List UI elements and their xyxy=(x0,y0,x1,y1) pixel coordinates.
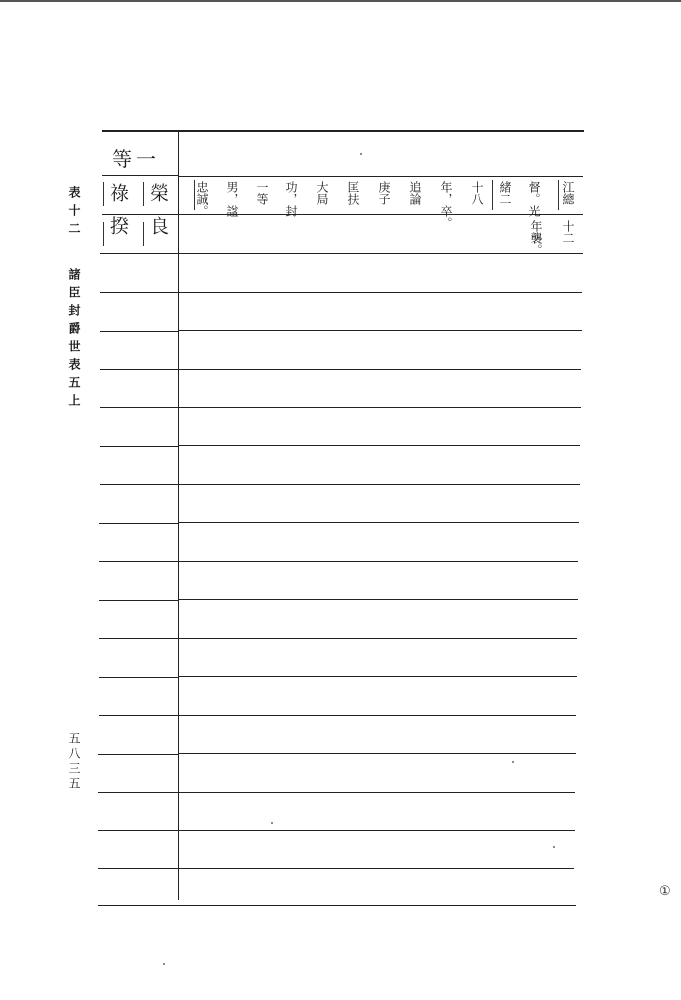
row-rule xyxy=(100,292,178,293)
row-rule xyxy=(100,484,178,485)
entry-text: 督。光 xyxy=(527,181,541,217)
table-number xyxy=(66,186,80,240)
column-mark xyxy=(143,222,144,246)
row-rule xyxy=(178,407,581,408)
entry-text: 忠誠。 xyxy=(195,181,209,217)
row-rule xyxy=(99,561,178,562)
table-number-text: 表十二 xyxy=(67,186,81,240)
row-rule xyxy=(100,407,178,408)
entry-text: 江總 xyxy=(561,181,575,205)
noble-name-left-text: 祿揆 xyxy=(107,183,129,249)
entry-col-1 xyxy=(562,181,574,205)
rank-cell xyxy=(112,143,160,172)
page-number-text: 五八三五 xyxy=(67,732,81,792)
noble-name-left xyxy=(108,183,127,249)
speck xyxy=(271,822,273,824)
column-mark xyxy=(558,180,559,210)
noble-name-right xyxy=(148,183,167,249)
entry-col-4 xyxy=(471,181,483,205)
entry-text: 緒二 xyxy=(498,181,512,205)
edge-mark: ① xyxy=(659,884,671,899)
table-top-rule xyxy=(102,130,584,132)
table-title-text: 諸臣封爵世表五上 xyxy=(67,268,81,412)
speck xyxy=(163,963,165,965)
page-top-border xyxy=(0,0,681,2)
table-bottom-rule xyxy=(98,905,576,906)
row-rule xyxy=(98,754,178,755)
entry-text: 男，諡 xyxy=(225,181,239,217)
entry-col-10 xyxy=(285,181,297,217)
row-rule xyxy=(178,599,578,600)
row-rule xyxy=(100,331,178,332)
column-mark xyxy=(143,182,144,206)
row-rule xyxy=(178,638,577,639)
entry-text: 年襲。 xyxy=(529,220,543,256)
column-mark xyxy=(103,222,104,246)
row-rule xyxy=(178,253,583,254)
row-rule xyxy=(98,792,178,793)
entry-text: 庚子 xyxy=(377,181,391,205)
row-rule xyxy=(178,292,582,293)
noble-name-right-text: 榮良 xyxy=(147,183,169,249)
rank-cell-text: 一等 xyxy=(112,147,160,171)
column-mark xyxy=(492,180,493,210)
entry-text: 一等 xyxy=(255,181,269,205)
row-rule xyxy=(100,446,178,447)
entry-row2-col-1 xyxy=(562,220,574,244)
row-rule xyxy=(178,715,576,716)
row-rule xyxy=(178,445,580,446)
entry-col-13 xyxy=(196,181,208,217)
table-divider xyxy=(178,132,179,900)
row-rule xyxy=(98,830,178,831)
entry-row2-col-2 xyxy=(530,220,542,256)
row-rule xyxy=(99,677,178,678)
entry-text: 年，卒。 xyxy=(439,181,453,229)
entry-text: 追論 xyxy=(408,181,422,205)
speck xyxy=(553,846,555,848)
entry-col-6 xyxy=(409,181,421,205)
row-rule xyxy=(99,523,178,524)
row-rule xyxy=(100,253,178,254)
entry-col-3 xyxy=(499,181,511,205)
table-title xyxy=(66,268,80,412)
entry-col-11 xyxy=(256,181,268,205)
speck xyxy=(512,761,514,763)
row-rule xyxy=(178,522,579,523)
row-rule xyxy=(99,715,178,716)
entry-text: 十八 xyxy=(470,181,484,205)
row-rule xyxy=(178,330,582,331)
entry-col-8 xyxy=(347,181,359,205)
entry-text: 大局 xyxy=(315,181,329,205)
row-rule xyxy=(178,753,576,754)
entry-col-12 xyxy=(226,181,238,217)
entry-text: 十二 xyxy=(561,220,575,244)
rank-row-rule xyxy=(102,175,178,176)
row-rule xyxy=(178,561,578,562)
row-rule xyxy=(99,638,178,639)
row-rule xyxy=(178,176,583,177)
row-rule xyxy=(99,600,178,601)
entry-text: 功，封 xyxy=(284,181,298,217)
row-rule xyxy=(178,484,580,485)
speck xyxy=(360,153,362,155)
row-rule xyxy=(178,792,575,793)
row-rule xyxy=(178,868,574,869)
row-rule xyxy=(100,369,178,370)
entry-col-2 xyxy=(528,181,540,217)
column-mark xyxy=(103,182,104,206)
entry-col-5 xyxy=(440,181,452,229)
page-number xyxy=(66,732,80,792)
entry-text: 匡扶 xyxy=(346,181,360,205)
row-rule xyxy=(98,868,178,869)
row-rule xyxy=(178,830,575,831)
entry-col-9 xyxy=(316,181,328,205)
entry-col-7 xyxy=(378,181,390,205)
row-rule xyxy=(178,676,577,677)
row-rule xyxy=(178,369,581,370)
